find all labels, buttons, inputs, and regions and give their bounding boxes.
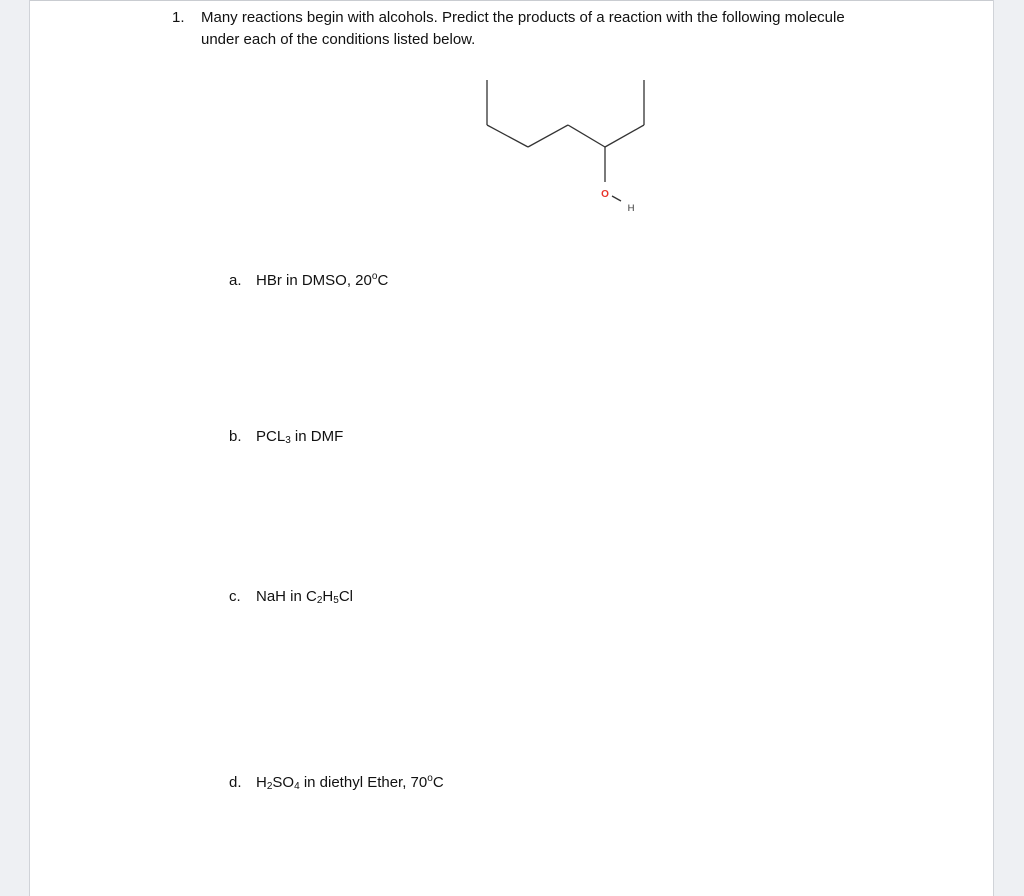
question-number: 1. [172, 9, 185, 26]
condition-c [229, 587, 353, 607]
condition-a [229, 267, 388, 291]
condition-b-text: $PCL_3$ in DMF [256, 428, 344, 446]
question-text: Many reactions begin with alcohols. Predict the products of a reaction with the following molecule under each of the conditions listed below. [201, 9, 845, 48]
condition-b-letter: b. [229, 428, 242, 445]
page-top-border [30, 0, 993, 1]
bond-2 [487, 125, 528, 147]
condition-c-letter: c. [229, 588, 241, 605]
condition-d [229, 769, 444, 793]
condition-d-letter: d. [229, 774, 242, 791]
condition-c-text: NaH in $C_2H_5Cl$ [256, 588, 353, 606]
condition-d-text: $H_2SO_4$ in diethyl Ether, 70$^o$C [256, 773, 444, 792]
bond-3 [528, 125, 568, 147]
carbon-skeleton [487, 80, 644, 201]
condition-a-letter: a. [229, 272, 242, 289]
oxygen-atom-label: O [601, 189, 609, 200]
bond-5 [605, 125, 644, 147]
bond-4 [568, 125, 605, 147]
condition-b [229, 427, 343, 447]
bond-o-h [612, 196, 621, 201]
condition-a-text: HBr in DMSO, 20$^o$C [256, 271, 389, 289]
molecule-structure [450, 70, 650, 230]
document-page [29, 0, 994, 896]
hydrogen-atom-label: H [627, 203, 635, 214]
